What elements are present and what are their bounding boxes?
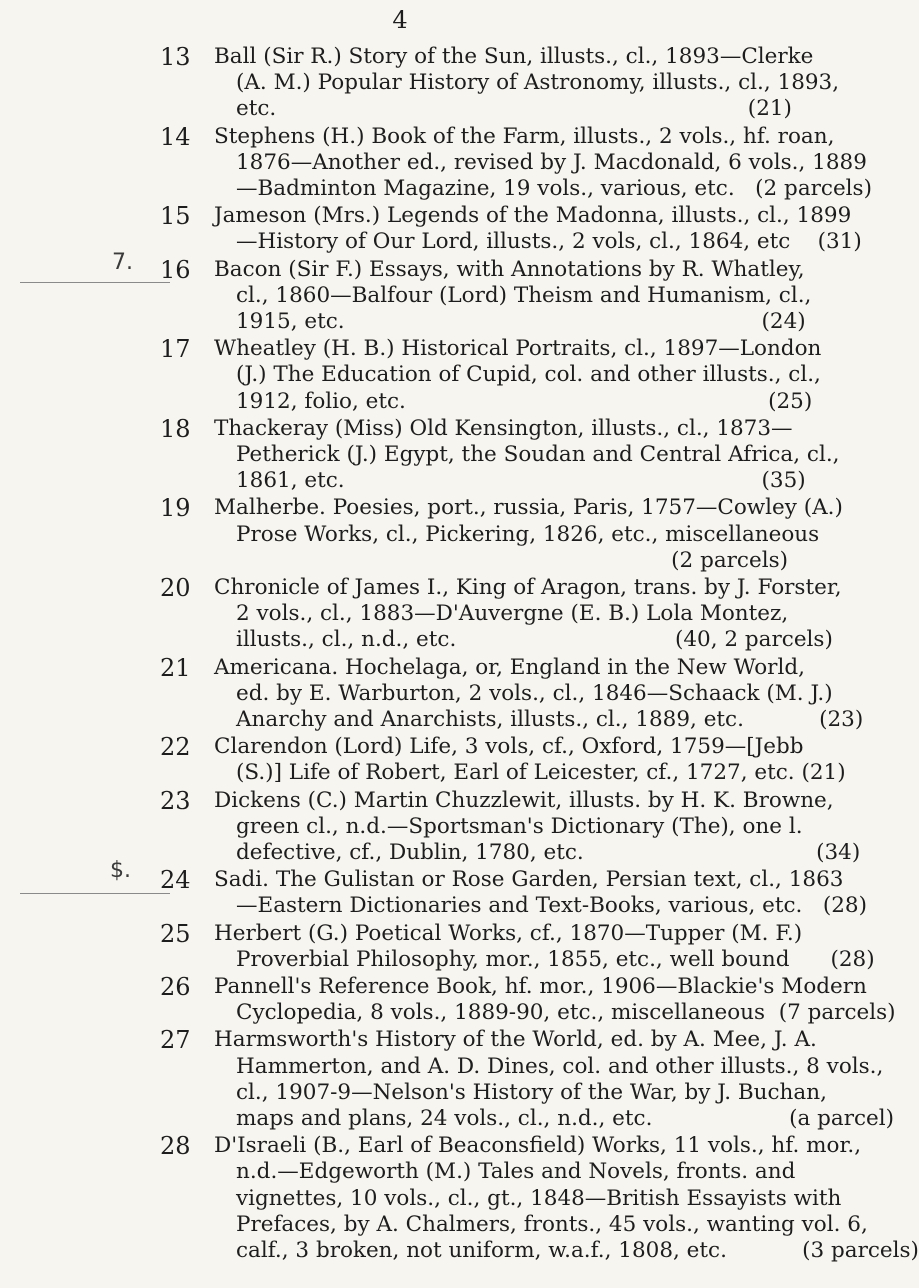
lot-number: 28 [160, 1132, 191, 1161]
lot-line: defective, cf., Dublin, 1780, etc. (34) [236, 840, 861, 865]
page-number: 4 [392, 6, 409, 34]
lot-line: illusts., cl., n.d., etc. (40, 2 parcels) [236, 627, 833, 653]
lot-line: Prose Works, cl., Pickering, 1826, etc., miscellaneous [236, 521, 820, 547]
lot-line: cl., 1860—Balfour (Lord) Theism and Humanism, cl., [236, 282, 812, 308]
lot-line: Clarendon (Lord) Life, 3 vols, cf., Oxford, 1759—[Jebb [214, 734, 804, 760]
lot-line: Cyclopedia, 8 vols., 1889-90, etc., miscellaneous (7 parcels) [236, 1000, 896, 1026]
lot-line: Herbert (G.) Poetical Works, cf., 1870—Tupper (M. F.) [214, 920, 803, 946]
lot-description [214, 1027, 895, 1132]
lot-description [214, 336, 822, 415]
lot-line: Malherbe. Poesies, port., russia, Paris, 1757—Cowley (A.) [214, 495, 843, 521]
lot-description [214, 256, 812, 336]
lot-number: 27 [160, 1026, 191, 1055]
lot-line: Proverbial Philosophy, mor., 1855, etc., well bound (28) [236, 946, 875, 972]
lot-line: ed. by E. Warburton, 2 vols., cl., 1846—Schaack (M. J.) [236, 680, 833, 706]
lot-line: (2 parcels) [671, 547, 788, 573]
lot-line: Dickens (C.) Martin Chuzzlewit, illusts. by H. K. Browne, [214, 787, 834, 813]
lot-line: n.d.—Edgeworth (M.) Tales and Novels, fronts. and [236, 1159, 796, 1185]
lot-description [214, 495, 843, 574]
lot-line: Stephens (H.) Book of the Farm, illusts., 2 vols., hf. roan, [214, 123, 835, 149]
lot-line: Prefaces, by A. Chalmers, fronts., 45 vols., wanting vol. 6, [236, 1211, 868, 1237]
lot-number: 13 [160, 43, 191, 71]
lot-line: (J.) The Education of Cupid, col. and other illusts., cl., [236, 362, 821, 388]
lot-line: 1861, etc. (35) [236, 468, 806, 494]
lot-line: Ball (Sir R.) Story of the Sun, illusts., cl., 1893—Clerke [214, 44, 814, 69]
lot-description [214, 203, 862, 255]
lot-line: Harmsworth's History of the World, ed. by A. Mee, J. A. [214, 1027, 817, 1053]
lot-line: 1912, folio, etc. (25) [236, 388, 813, 414]
lot-number: 26 [160, 973, 191, 1001]
lot-line: Petherick (J.) Egypt, the Soudan and Central Africa, cl., [236, 442, 840, 467]
lot-line: 1915, etc. (24) [236, 309, 806, 334]
lot-number: 17 [160, 335, 191, 364]
lot-line: (A. M.) Popular History of Astronomy, illusts., cl., 1893, [236, 70, 840, 96]
lot-number: 16 [160, 255, 191, 284]
lot-number: 21 [160, 653, 191, 682]
lot-line: Americana. Hochelaga, or, England in the New World, [214, 654, 805, 680]
lot-number: 23 [160, 786, 191, 815]
lot-line: calf., 3 broken, not uniform, w.a.f., 1808, etc. (3 parcels) [236, 1238, 919, 1263]
lot-line: —History of Our Lord, illusts., 2 vols, cl., 1864, etc (31) [236, 229, 862, 255]
lot-number: 25 [160, 919, 191, 948]
lot-description [214, 734, 846, 786]
lot-line: Hammerton, and A. D. Dines, col. and other illusts., 8 vols., [236, 1053, 884, 1079]
lot-line: Chronicle of James I., King of Aragon, trans. by J. Forster, [214, 575, 842, 600]
lot-number: 19 [160, 494, 191, 523]
lot-line: 1876—Another ed., revised by J. Macdonald, 6 vols., 1889 [236, 149, 867, 175]
lot-description [214, 44, 840, 123]
lot-line: Pannell's Reference Book, hf. mor., 1906—Blackie's Modern [214, 974, 867, 999]
lot-line: (S.)] Life of Robert, Earl of Leicester, cf., 1727, etc. (21) [236, 760, 846, 786]
lot-description [214, 974, 896, 1026]
lot-description [214, 787, 861, 867]
lot-line: Sadi. The Gulistan or Rose Garden, Persian text, cl., 1863 [214, 867, 844, 893]
lot-line: 2 vols., cl., 1883—D'Auvergne (E. B.) Lola Montez, [236, 601, 789, 627]
lot-number: 20 [160, 574, 191, 602]
lot-description [214, 654, 864, 734]
lot-line: maps and plans, 24 vols., cl., n.d., etc. (a parcel) [236, 1106, 895, 1131]
lot-line: Anarchy and Anarchists, illusts., cl., 1889, etc. (23) [236, 707, 864, 732]
lot-line: —Badminton Magazine, 19 vols., various, etc. (2 parcels) [236, 176, 872, 201]
lot-line: —Eastern Dictionaries and Text-Books, various, etc. (28) [236, 893, 867, 919]
lot-line: cl., 1907-9—Nelson's History of the War, by J. Buchan, [236, 1079, 827, 1105]
margin-note-18: 7. [112, 250, 133, 275]
lot-number: 15 [160, 202, 191, 231]
lot-description [214, 575, 842, 654]
lot-description [214, 415, 840, 495]
lot-number: 14 [160, 122, 191, 151]
lot-line: green cl., n.d.—Sportsman's Dictionary (The), one l. [236, 813, 803, 839]
lot-number: 22 [160, 733, 191, 762]
lot-number: 24 [160, 866, 191, 895]
lot-number: 18 [160, 414, 191, 443]
lot-description [214, 867, 867, 919]
lot-line: Bacon (Sir F.) Essays, with Annotations by R. Whatley, [214, 256, 805, 282]
lot-description [214, 920, 875, 973]
lot-description [214, 123, 872, 203]
lot-description [214, 1133, 919, 1264]
lot-line: Jameson (Mrs.) Legends of the Madonna, illusts., cl., 1899 [214, 203, 852, 229]
lot-line: etc. (21) [236, 96, 792, 122]
margin-note-24: $. [110, 858, 131, 883]
lot-line: vignettes, 10 vols., cl., gt., 1848—British Essayists with [236, 1185, 842, 1211]
lot-line: Wheatley (H. B.) Historical Portraits, cl., 1897—London [214, 336, 822, 362]
lot-line: D'Israeli (B., Earl of Beaconsfield) Works, 11 vols., hf. mor., [214, 1133, 862, 1159]
lot-line: Thackeray (Miss) Old Kensington, illusts., cl., 1873— [214, 415, 793, 441]
